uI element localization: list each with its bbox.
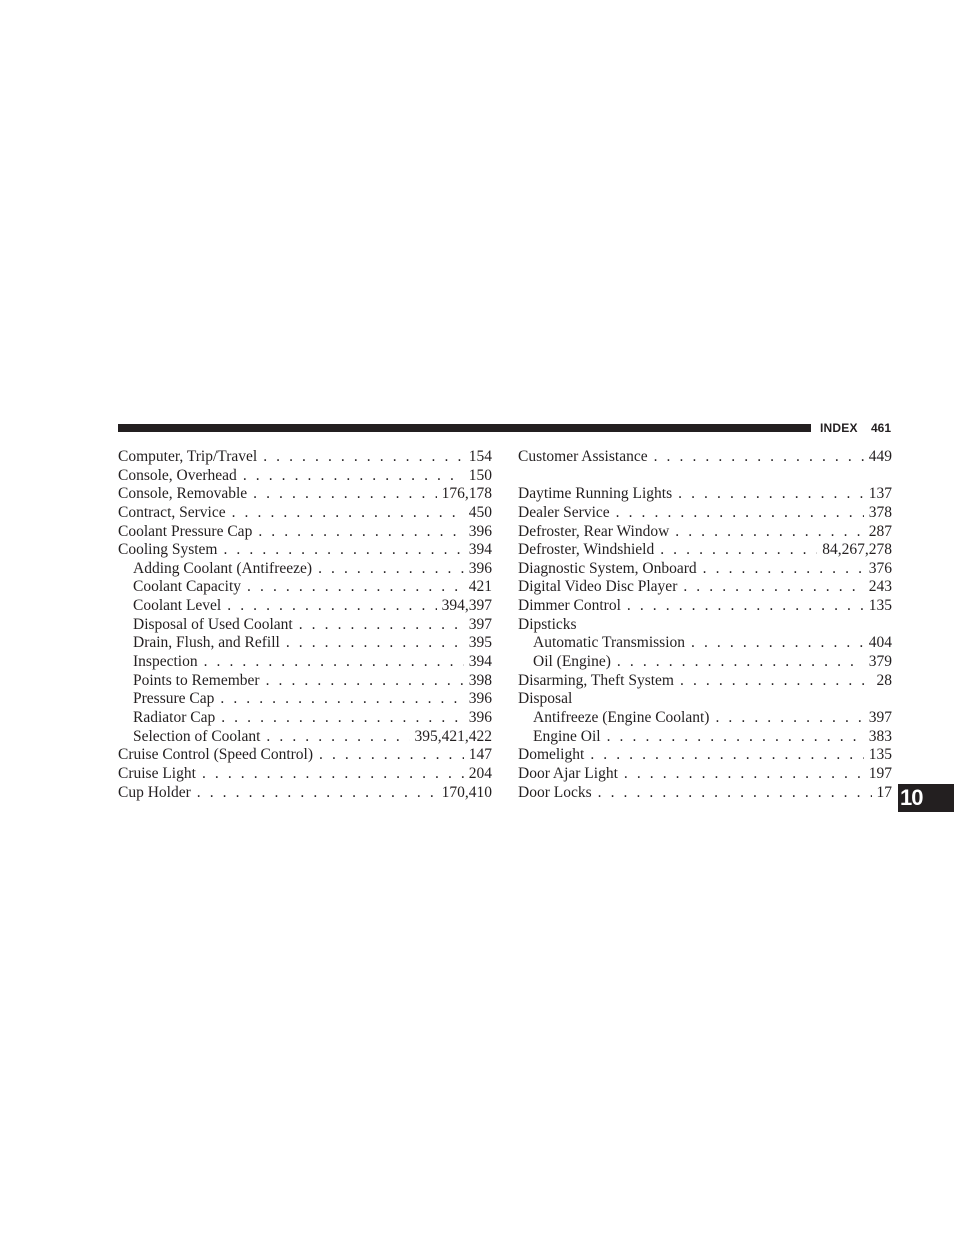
dot-leader (220, 690, 463, 709)
index-term: Selection of Coolant (133, 727, 261, 745)
index-spacer (518, 467, 892, 486)
index-term: Computer, Trip/Travel (118, 448, 258, 465)
index-subentry (118, 634, 492, 653)
index-term: Customer Assistance (518, 448, 648, 465)
index-subentry (118, 672, 492, 691)
index-page-refs: 397 (468, 615, 492, 633)
dot-leader (253, 485, 436, 504)
dot-leader (197, 784, 437, 803)
dot-leader (660, 541, 817, 560)
index-entry (118, 485, 492, 504)
index-term: Domelight (518, 746, 585, 764)
index-entry (118, 784, 492, 803)
index-entry (118, 746, 492, 765)
index-page-refs: 378 (868, 503, 892, 521)
index-entry (118, 504, 492, 523)
dot-leader (221, 709, 464, 728)
index-term: Door Locks (518, 783, 592, 801)
dot-leader (243, 467, 464, 486)
index-term: Disposal of Used Coolant (133, 615, 293, 633)
index-term: Automatic Transmission (533, 634, 686, 652)
index-term: Drain, Flush, and Refill (133, 634, 280, 652)
index-entry (518, 485, 892, 504)
dot-leader (691, 634, 864, 653)
index-entry (518, 765, 892, 784)
index-page-refs: 154 (468, 448, 492, 465)
index-entry (118, 541, 492, 560)
index-page-refs: 396 (468, 708, 492, 726)
index-term: Cooling System (118, 541, 218, 559)
index-entry (118, 467, 492, 486)
index-page-refs: 147 (468, 746, 492, 764)
dot-leader (223, 541, 463, 560)
dot-leader (683, 578, 863, 597)
dot-leader (590, 746, 863, 765)
index-page-refs: 197 (868, 764, 892, 782)
dot-leader (232, 504, 464, 523)
index-term: Cup Holder (118, 783, 191, 801)
index-page-refs: 396 (468, 559, 492, 577)
header-rule (118, 424, 811, 432)
dot-leader (654, 448, 864, 467)
index-term: Defroster, Windshield (518, 541, 655, 559)
index-subentry (518, 653, 892, 672)
index-page-refs: 137 (868, 485, 892, 503)
index-entry (118, 765, 492, 784)
index-page-refs: 28 (876, 671, 892, 689)
index-page-refs: 243 (868, 578, 892, 596)
index-term: Disposal (518, 690, 573, 708)
index-term: Digital Video Disc Player (518, 578, 678, 596)
index-page-refs: 449 (868, 448, 892, 465)
index-subentry (518, 728, 892, 747)
index-subentry (118, 653, 492, 672)
index-term: Engine Oil (533, 727, 601, 745)
index-subentry (118, 560, 492, 579)
index-term: Pressure Cap (133, 690, 215, 708)
dot-leader (715, 709, 863, 728)
index-column-right (518, 448, 892, 802)
index-page-refs: 395,421,422 (414, 727, 492, 745)
index-page-refs: 398 (468, 671, 492, 689)
index-entry (118, 523, 492, 542)
index-page-refs: 17 (876, 783, 892, 801)
dot-leader (616, 504, 864, 523)
index-entry (518, 504, 892, 523)
index-term: Dealer Service (518, 503, 610, 521)
index-page-refs: 383 (868, 727, 892, 745)
index-term: Daytime Running Lights (518, 485, 673, 503)
index-entry (518, 690, 892, 709)
dot-leader (598, 784, 872, 803)
chapter-tab-number: 10 (900, 785, 923, 810)
index-subentry (118, 709, 492, 728)
index-page-refs: 394 (468, 653, 492, 671)
dot-leader (247, 578, 464, 597)
index-term: Cruise Light (118, 764, 196, 782)
index-term: Door Ajar Light (518, 764, 618, 782)
dot-leader (607, 728, 864, 747)
index-page-refs: 450 (468, 503, 492, 521)
index-subentry (518, 709, 892, 728)
index-term: Dipsticks (518, 615, 577, 633)
index-subentry (118, 597, 492, 616)
index-term: Coolant Pressure Cap (118, 522, 253, 540)
index-page-refs: 396 (468, 522, 492, 540)
index-page-refs: 394,397 (441, 597, 492, 615)
index-page-refs: 170,410 (441, 783, 492, 801)
index-subentry (118, 728, 492, 747)
index-page-refs: 394 (468, 541, 492, 559)
dot-leader (627, 597, 864, 616)
index-page-refs: 379 (868, 653, 892, 671)
dot-leader (266, 728, 409, 747)
index-term: Oil (Engine) (533, 653, 611, 671)
dot-leader (266, 672, 464, 691)
header-section-title: INDEX (820, 421, 858, 435)
index-term: Contract, Service (118, 503, 226, 521)
dot-leader (204, 653, 464, 672)
dot-leader (680, 672, 872, 691)
index-page-refs: 204 (468, 764, 492, 782)
index-subentry (118, 616, 492, 635)
index-term: Points to Remember (133, 671, 260, 689)
index-page-refs: 135 (868, 746, 892, 764)
index-term: Inspection (133, 653, 198, 671)
dot-leader (202, 765, 464, 784)
index-term: Disarming, Theft System (518, 671, 674, 689)
dot-leader (678, 485, 864, 504)
index-page-refs: 176,178 (441, 485, 492, 503)
dot-leader (227, 597, 436, 616)
dot-leader (318, 560, 464, 579)
index-entry (518, 784, 892, 803)
index-page-refs: 287 (868, 522, 892, 540)
index-page-refs: 135 (868, 597, 892, 615)
dot-leader (624, 765, 864, 784)
index-page-refs: 150 (468, 466, 492, 484)
index-term: Radiator Cap (133, 708, 216, 726)
index-entry (518, 578, 892, 597)
dot-leader (263, 448, 464, 467)
index-page-refs: 421 (468, 578, 492, 596)
dot-leader (258, 523, 463, 542)
index-column-left (118, 448, 492, 802)
index-entry (518, 672, 892, 691)
index-term: Console, Overhead (118, 466, 237, 484)
index-entry (518, 616, 892, 635)
index-term: Antifreeze (Engine Coolant) (533, 708, 710, 726)
index-page-refs: 376 (868, 559, 892, 577)
index-term: Adding Coolant (Antifreeze) (133, 559, 313, 577)
index-entry (518, 597, 892, 616)
index-page-refs: 404 (868, 634, 892, 652)
header-page-number: 461 (870, 421, 891, 435)
index-page-refs: 395 (468, 634, 492, 652)
index-term: Coolant Level (133, 597, 222, 615)
index-entry (518, 746, 892, 765)
index-term: Coolant Capacity (133, 578, 242, 596)
index-entry (518, 541, 892, 560)
index-term: Cruise Control (Speed Control) (118, 746, 314, 764)
dot-leader (299, 616, 464, 635)
dot-leader (675, 523, 863, 542)
index-entry (118, 448, 492, 467)
index-page-refs: 396 (468, 690, 492, 708)
index-page-refs: 84,267,278 (822, 541, 892, 559)
index-term: Console, Removable (118, 485, 248, 503)
index-subentry (118, 690, 492, 709)
index-term: Diagnostic System, Onboard (518, 559, 697, 577)
index-entry (518, 523, 892, 542)
index-term: Defroster, Rear Window (518, 522, 670, 540)
index-subentry (118, 578, 492, 597)
index-term: Dimmer Control (518, 597, 621, 615)
dot-leader (617, 653, 864, 672)
dot-leader (703, 560, 864, 579)
index-entry (518, 448, 892, 467)
dot-leader (319, 746, 464, 765)
index-entry (518, 560, 892, 579)
index-subentry (518, 634, 892, 653)
dot-leader (286, 634, 464, 653)
index-page-refs: 397 (868, 708, 892, 726)
